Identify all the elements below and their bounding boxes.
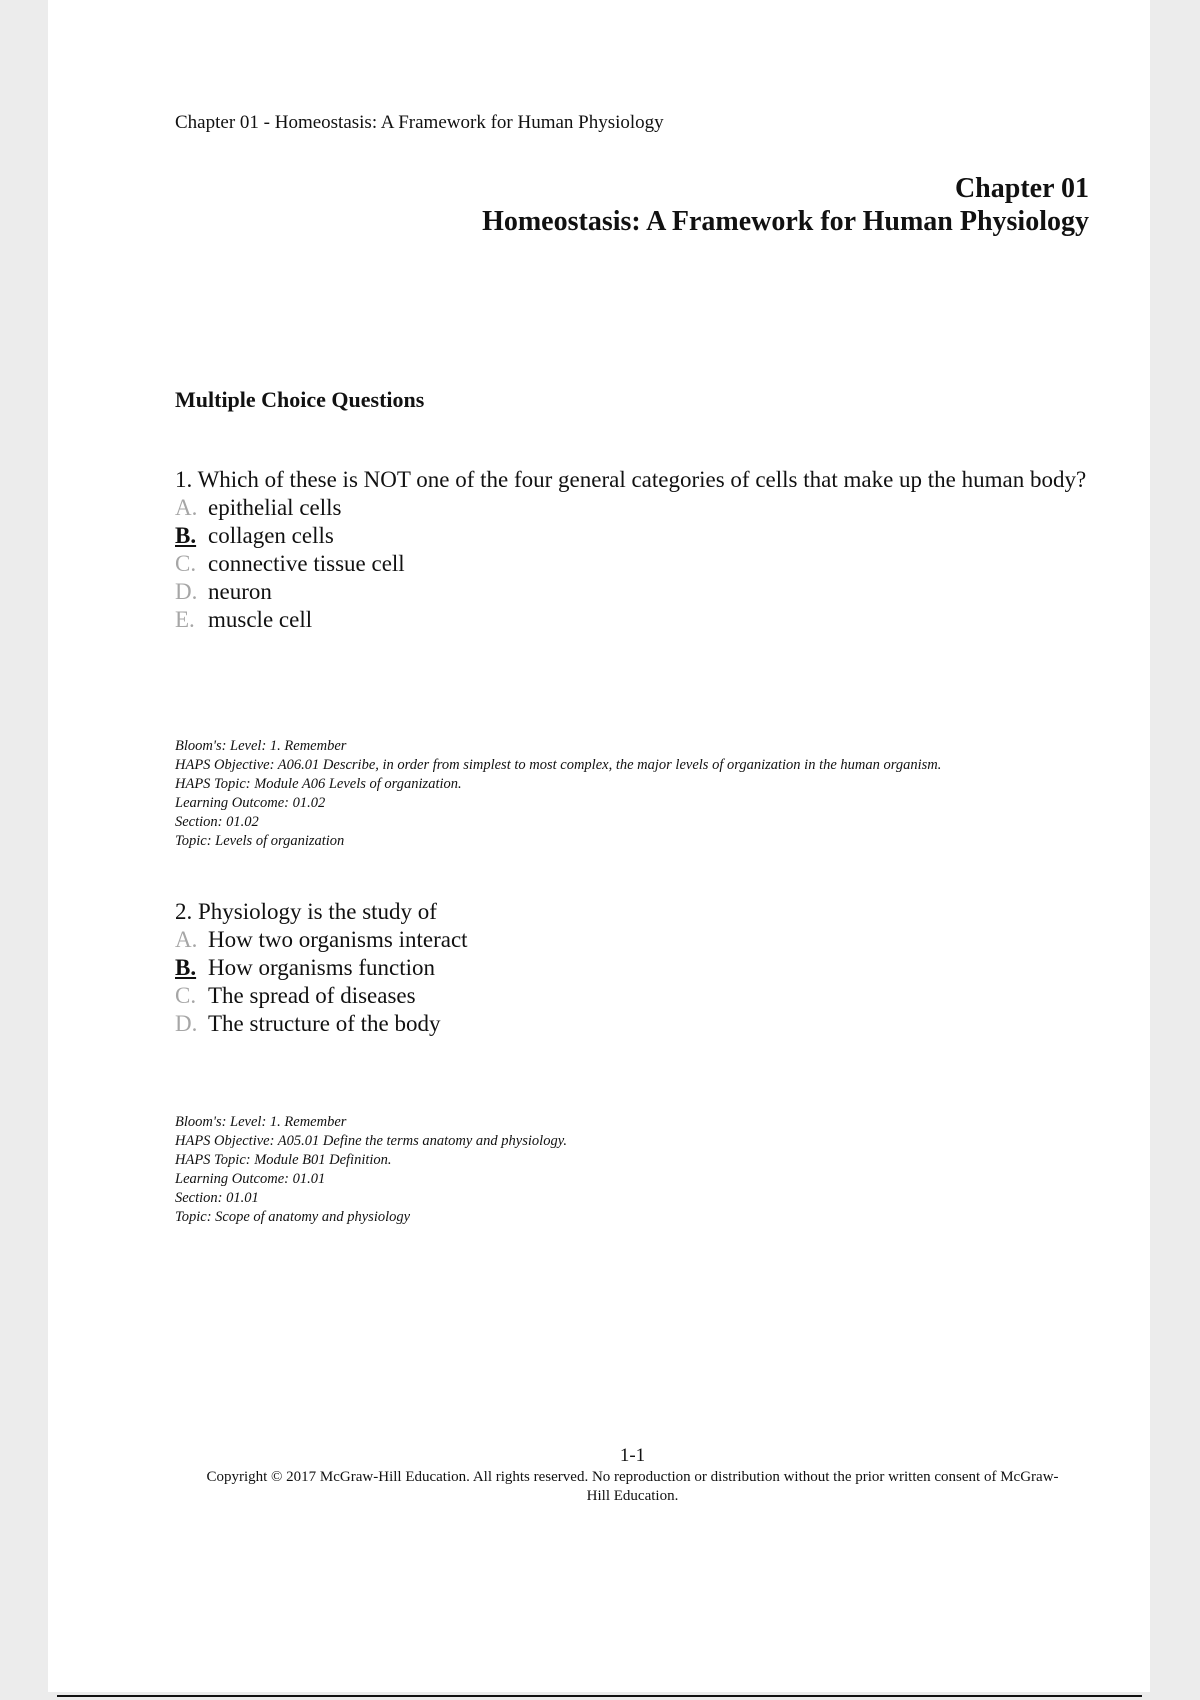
copyright-notice: Copyright © 2017 McGraw-Hill Education. All rights reserved. No reproduction or distribution without the prior written consent of McGraw-Hill Education.: [206, 1469, 1059, 1504]
page-bottom-rule: [57, 1695, 1142, 1697]
chapter-number: Chapter 01: [954, 173, 1089, 204]
chapter-title: [482, 172, 1089, 238]
question-stem: 2. Physiology is the study of: [175, 899, 437, 924]
choice-text: collagen cells: [208, 523, 334, 548]
answer-choices: [175, 494, 1090, 634]
question-2-metadata: [175, 1113, 567, 1227]
correct-choice-letter: B.: [175, 955, 197, 980]
meta-haps-topic: HAPS Topic: Module B01 Definition.: [175, 1152, 392, 1168]
question-2: [175, 898, 1090, 1038]
meta-blooms-level: Bloom's: Level: 1. Remember: [175, 1114, 347, 1130]
meta-topic: Topic: Scope of anatomy and physiology: [175, 1209, 411, 1225]
question-stem: 1. Which of these is NOT one of the four general categories of cells that make up the human body?: [175, 467, 1087, 492]
page-footer: [175, 1444, 1090, 1506]
answer-choice: [175, 606, 1090, 634]
meta-haps-objective: HAPS Objective: A06.01 Describe, in order from simplest to most complex, the major levels of organization in the human organism.: [175, 757, 942, 773]
choice-letter: D.: [175, 579, 198, 604]
meta-haps-topic: HAPS Topic: Module A06 Levels of organization.: [175, 776, 462, 792]
choice-text: The structure of the body: [208, 1011, 441, 1036]
choice-text: connective tissue cell: [208, 551, 405, 576]
running-header: Chapter 01 - Homeostasis: A Framework for Human Physiology: [175, 112, 664, 133]
answer-choice: [175, 494, 1090, 522]
choice-text: The spread of diseases: [208, 983, 416, 1008]
choice-letter: A.: [175, 927, 198, 952]
meta-haps-objective: HAPS Objective: A05.01 Define the terms anatomy and physiology.: [175, 1133, 567, 1149]
choice-text: muscle cell: [208, 607, 313, 632]
meta-section: Section: 01.01: [175, 1190, 259, 1206]
answer-choice: [175, 578, 1090, 606]
answer-choice: [175, 1010, 1090, 1038]
choice-letter: D.: [175, 1011, 198, 1036]
question-1-metadata: [175, 737, 941, 851]
choice-text: neuron: [208, 579, 272, 604]
answer-choice: [175, 926, 1090, 954]
answer-choice: [175, 982, 1090, 1010]
correct-choice-letter: B.: [175, 523, 197, 548]
answer-choices: [175, 926, 1090, 1038]
page-number: 1-1: [619, 1445, 646, 1466]
meta-blooms-level: Bloom's: Level: 1. Remember: [175, 738, 347, 754]
meta-learning-outcome: Learning Outcome: 01.01: [175, 1171, 326, 1187]
meta-section: Section: 01.02: [175, 814, 259, 830]
section-heading: Multiple Choice Questions: [175, 387, 425, 412]
choice-text: epithelial cells: [208, 495, 342, 520]
answer-choice-correct: [175, 954, 1090, 982]
choice-letter: C.: [175, 983, 197, 1008]
choice-letter: A.: [175, 495, 198, 520]
meta-topic: Topic: Levels of organization: [175, 833, 345, 849]
answer-choice-correct: [175, 522, 1090, 550]
choice-letter: E.: [175, 607, 195, 632]
choice-text: How organisms function: [208, 955, 436, 980]
choice-letter: C.: [175, 551, 197, 576]
choice-text: How two organisms interact: [208, 927, 468, 952]
meta-learning-outcome: Learning Outcome: 01.02: [175, 795, 326, 811]
chapter-name: Homeostasis: A Framework for Human Physiology: [482, 206, 1089, 237]
answer-choice: [175, 550, 1090, 578]
question-1: [175, 466, 1090, 634]
